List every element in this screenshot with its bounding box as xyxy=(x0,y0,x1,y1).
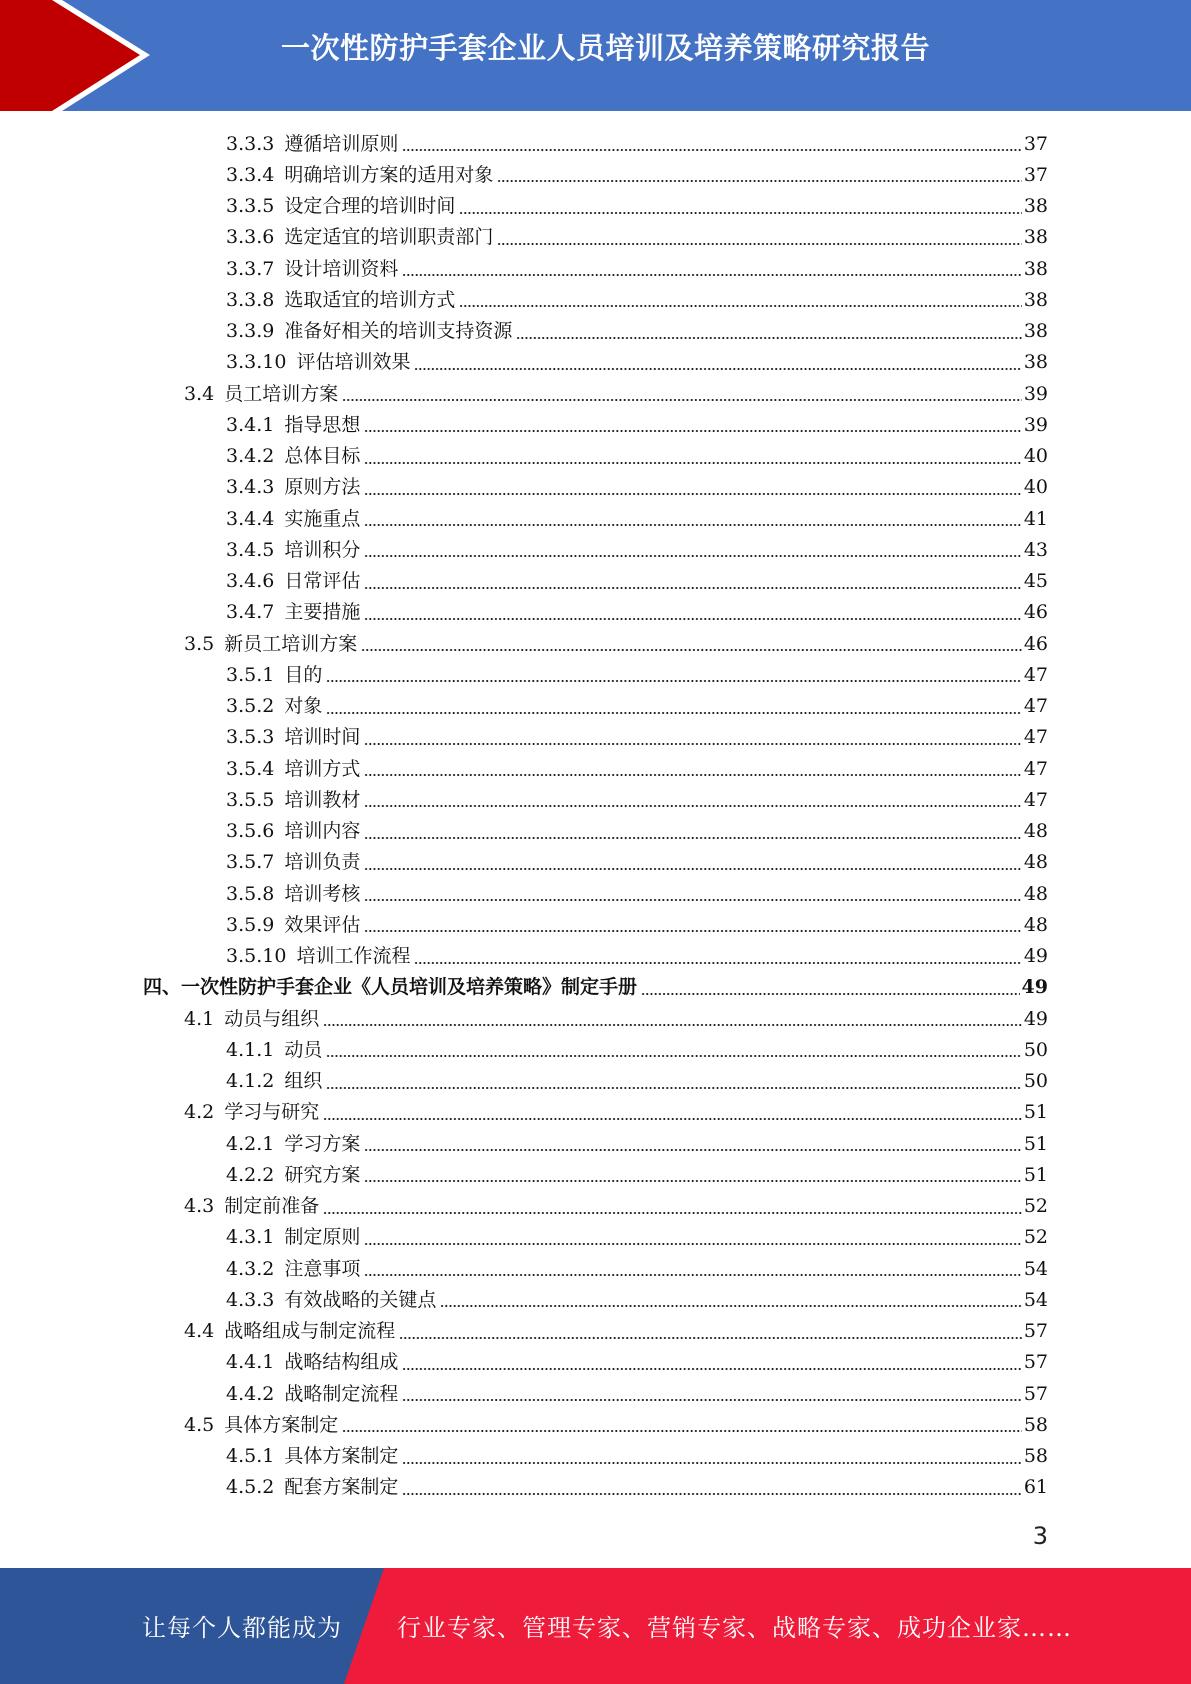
toc-entry-title: 新员工培训方案 xyxy=(224,632,358,655)
toc-entry[interactable] xyxy=(0,159,1191,190)
toc-entry[interactable] xyxy=(0,1284,1191,1315)
footer-band xyxy=(0,1568,1191,1684)
header-band xyxy=(0,0,1191,111)
toc-entry[interactable] xyxy=(0,784,1191,815)
toc-dot-leader xyxy=(364,822,1021,841)
toc-entry-number: 4.5.2 xyxy=(226,1476,275,1499)
document-title: 一次性防护手套企业人员培训及培养策略研究报告 xyxy=(280,31,930,65)
toc-entry[interactable] xyxy=(0,722,1191,753)
toc-entry-page: 57 xyxy=(1023,1382,1048,1405)
toc-entry-page: 48 xyxy=(1023,851,1048,874)
toc-dot-leader xyxy=(497,228,1021,247)
toc-entry-title: 选定适宜的培训职责部门 xyxy=(284,226,494,249)
toc-entry-page: 54 xyxy=(1023,1288,1048,1311)
toc-dot-leader xyxy=(326,1072,1021,1091)
toc-entry-number: 3.5.6 xyxy=(226,820,275,843)
toc-entry[interactable] xyxy=(0,566,1191,597)
toc-entry-page: 61 xyxy=(1023,1476,1048,1499)
toc-dot-leader xyxy=(326,697,1021,716)
toc-entry-title: 注意事项 xyxy=(284,1257,361,1280)
toc-dot-leader xyxy=(414,353,1021,372)
toc-entry-title: 动员与组织 xyxy=(224,1007,320,1030)
toc-entry-title: 选取适宜的培训方式 xyxy=(284,288,456,311)
footer-slogan-left: 让每个人都能成为 xyxy=(142,1614,342,1642)
toc-entry-title: 日常评估 xyxy=(284,570,361,593)
toc-entry[interactable] xyxy=(0,1441,1191,1472)
toc-entry[interactable] xyxy=(0,847,1191,878)
toc-dot-leader xyxy=(364,415,1021,434)
toc-entry[interactable] xyxy=(0,1378,1191,1409)
footer-slogan-right: 行业专家、管理专家、营销专家、战略专家、成功企业家…… xyxy=(397,1614,1072,1642)
toc-dot-leader xyxy=(326,665,1021,684)
toc-dot-leader xyxy=(440,1290,1021,1309)
toc-entry-title: 目的 xyxy=(284,663,323,686)
toc-entry-number: 4.5.1 xyxy=(226,1445,275,1468)
toc-entry-page: 47 xyxy=(1023,663,1048,686)
toc-entry[interactable] xyxy=(0,1097,1191,1128)
toc-entry-number: 4.4.2 xyxy=(226,1382,275,1405)
toc-entry-number: 4.1 xyxy=(184,1007,215,1030)
toc-entry-title: 效果评估 xyxy=(284,913,361,936)
toc-dot-leader xyxy=(364,1165,1021,1184)
toc-entry-number: 4.1.1 xyxy=(226,1038,275,1061)
toc-entry-page: 57 xyxy=(1023,1320,1048,1343)
toc-dot-leader xyxy=(323,1009,1022,1028)
toc-entry-title: 准备好相关的培训支持资源 xyxy=(284,320,513,343)
toc-entry-title: 动员 xyxy=(284,1038,323,1061)
toc-entry[interactable] xyxy=(0,284,1191,315)
toc-dot-leader xyxy=(516,322,1021,341)
toc-entry-page: 57 xyxy=(1023,1351,1048,1374)
toc-entry-page: 40 xyxy=(1023,476,1048,499)
toc-entry-number: 3.4.2 xyxy=(226,445,275,468)
toc-dot-leader xyxy=(364,1228,1021,1247)
toc-dot-leader xyxy=(364,572,1021,591)
toc-entry[interactable] xyxy=(0,472,1191,503)
toc-entry-page: 47 xyxy=(1023,726,1048,749)
toc-entry[interactable] xyxy=(0,878,1191,909)
toc-entry[interactable] xyxy=(0,1253,1191,1284)
toc-entry-page: 39 xyxy=(1023,382,1048,405)
toc-dot-leader xyxy=(323,1103,1022,1122)
toc-entry-page: 49 xyxy=(1021,976,1048,999)
toc-entry-title: 制定前准备 xyxy=(224,1195,320,1218)
toc-entry-number: 3.3.3 xyxy=(226,132,275,155)
toc-entry-page: 46 xyxy=(1023,601,1048,624)
toc-entry-number: 3.3.10 xyxy=(226,351,287,374)
toc-entry-title: 总体目标 xyxy=(284,445,361,468)
toc-entry[interactable] xyxy=(0,1409,1191,1440)
toc-dot-leader xyxy=(364,915,1021,934)
toc-entry-page: 45 xyxy=(1023,570,1048,593)
toc-entry-title: 培训考核 xyxy=(284,882,361,905)
toc-entry-number: 3.5 xyxy=(184,632,215,655)
toc-dot-leader xyxy=(364,759,1021,778)
toc-entry[interactable] xyxy=(0,1066,1191,1097)
toc-dot-leader xyxy=(364,447,1021,466)
toc-dot-leader xyxy=(364,1259,1021,1278)
toc-entry[interactable] xyxy=(0,1222,1191,1253)
toc-entry[interactable] xyxy=(0,1034,1191,1065)
toc-entry-number: 3.5.8 xyxy=(226,882,275,905)
toc-entry[interactable] xyxy=(0,909,1191,940)
toc-entry-number: 4.2.2 xyxy=(226,1163,275,1186)
toc-entry-number: 3.4.6 xyxy=(226,570,275,593)
toc-dot-leader xyxy=(402,1478,1021,1497)
toc-entry-page: 38 xyxy=(1023,351,1048,374)
toc-entry-title: 四、一次性防护手套企业《人员培训及培养策略》制定手册 xyxy=(143,976,638,999)
toc-entry-page: 49 xyxy=(1023,1007,1048,1030)
toc-entry-number: 3.5.4 xyxy=(226,757,275,780)
toc-entry-number: 4.4.1 xyxy=(226,1351,275,1374)
toc-entry[interactable] xyxy=(0,191,1191,222)
toc-entry-page: 47 xyxy=(1023,788,1048,811)
toc-entry-number: 3.4.7 xyxy=(226,601,275,624)
toc-dot-leader xyxy=(459,197,1021,216)
toc-dot-leader xyxy=(402,1384,1021,1403)
toc-entry-title: 培训方式 xyxy=(284,757,361,780)
toc-dot-leader xyxy=(641,978,1020,997)
toc-entry-page: 38 xyxy=(1023,320,1048,343)
toc-dot-leader xyxy=(342,384,1022,403)
toc-entry-title: 设计培训资料 xyxy=(284,257,399,280)
toc-entry[interactable] xyxy=(0,534,1191,565)
toc-entry-page: 40 xyxy=(1023,445,1048,468)
toc-entry-title: 评估培训效果 xyxy=(296,351,411,374)
toc-entry-title: 培训工作流程 xyxy=(296,945,411,968)
toc-entry-page: 47 xyxy=(1023,757,1048,780)
toc-entry-title: 具体方案制定 xyxy=(224,1413,339,1436)
toc-entry-title: 培训内容 xyxy=(284,820,361,843)
toc-entry-page: 49 xyxy=(1023,945,1048,968)
toc-entry[interactable] xyxy=(0,1003,1191,1034)
toc-entry-title: 有效战略的关键点 xyxy=(284,1288,437,1311)
toc-dot-leader xyxy=(326,1040,1021,1059)
toc-entry[interactable] xyxy=(0,222,1191,253)
toc-entry[interactable] xyxy=(0,597,1191,628)
toc-dot-leader xyxy=(399,1322,1022,1341)
toc-entry-page: 52 xyxy=(1023,1195,1048,1218)
toc-entry-title: 培训教材 xyxy=(284,788,361,811)
toc-dot-leader xyxy=(342,1415,1022,1434)
toc-entry-page: 48 xyxy=(1023,882,1048,905)
toc-entry[interactable] xyxy=(0,347,1191,378)
toc-entry-number: 3.5.5 xyxy=(226,788,275,811)
toc-entry-title: 战略制定流程 xyxy=(284,1382,399,1405)
toc-dot-leader xyxy=(402,259,1021,278)
toc-entry[interactable] xyxy=(0,691,1191,722)
toc-entry-number: 4.3.1 xyxy=(226,1226,275,1249)
toc-entry-title: 学习方案 xyxy=(284,1132,361,1155)
toc-dot-leader xyxy=(364,728,1021,747)
toc-entry[interactable] xyxy=(0,972,1191,1003)
toc-entry-title: 战略结构组成 xyxy=(284,1351,399,1374)
toc-entry[interactable] xyxy=(0,941,1191,972)
toc-entry[interactable] xyxy=(0,753,1191,784)
toc-entry-title: 学习与研究 xyxy=(224,1101,320,1124)
toc-dot-leader xyxy=(364,540,1021,559)
toc-entry-page: 38 xyxy=(1023,195,1048,218)
toc-entry-page: 48 xyxy=(1023,913,1048,936)
toc-dot-leader xyxy=(364,790,1021,809)
toc-entry-number: 4.1.2 xyxy=(226,1070,275,1093)
toc-dot-leader xyxy=(402,1353,1021,1372)
toc-entry-number: 3.3.8 xyxy=(226,288,275,311)
toc-entry-page: 37 xyxy=(1023,163,1048,186)
toc-entry[interactable] xyxy=(0,1128,1191,1159)
toc-entry-page: 38 xyxy=(1023,257,1048,280)
toc-dot-leader xyxy=(361,634,1022,653)
toc-entry-page: 46 xyxy=(1023,632,1048,655)
toc-dot-leader xyxy=(323,1197,1022,1216)
toc-entry-page: 48 xyxy=(1023,820,1048,843)
toc-entry-page: 37 xyxy=(1023,132,1048,155)
toc-entry-page: 58 xyxy=(1023,1445,1048,1468)
toc-entry-title: 组织 xyxy=(284,1070,323,1093)
toc-entry-number: 3.4.3 xyxy=(226,476,275,499)
toc-entry-title: 主要措施 xyxy=(284,601,361,624)
toc-entry[interactable] xyxy=(0,1472,1191,1503)
toc-entry-number: 3.5.9 xyxy=(226,913,275,936)
toc-dot-leader xyxy=(364,1134,1021,1153)
toc-entry-page: 51 xyxy=(1023,1163,1048,1186)
toc-entry[interactable] xyxy=(0,659,1191,690)
toc-entry[interactable] xyxy=(0,628,1191,659)
toc-entry[interactable] xyxy=(0,1191,1191,1222)
toc-entry-title: 培训积分 xyxy=(284,538,361,561)
toc-entry-title: 对象 xyxy=(284,695,323,718)
toc-dot-leader xyxy=(364,478,1021,497)
toc-entry-number: 4.2.1 xyxy=(226,1132,275,1155)
toc-entry-page: 50 xyxy=(1023,1038,1048,1061)
toc-entry-page: 50 xyxy=(1023,1070,1048,1093)
toc-entry[interactable] xyxy=(0,1159,1191,1190)
toc-dot-leader xyxy=(414,947,1021,966)
toc-entry-page: 38 xyxy=(1023,288,1048,311)
toc-entry-number: 3.3.5 xyxy=(226,195,275,218)
toc-entry-number: 3.4.1 xyxy=(226,413,275,436)
toc-entry-number: 4.3 xyxy=(184,1195,215,1218)
toc-entry-number: 4.2 xyxy=(184,1101,215,1124)
toc-entry-page: 38 xyxy=(1023,226,1048,249)
toc-entry-title: 指导思想 xyxy=(284,413,361,436)
toc-entry-title: 遵循培训原则 xyxy=(284,132,399,155)
toc-entry-number: 3.5.1 xyxy=(226,663,275,686)
toc-dot-leader xyxy=(402,1447,1021,1466)
toc-dot-leader xyxy=(364,509,1021,528)
toc-entry-page: 47 xyxy=(1023,695,1048,718)
toc-entry-title: 配套方案制定 xyxy=(284,1476,399,1499)
toc-entry[interactable] xyxy=(0,409,1191,440)
toc-entry-number: 3.5.7 xyxy=(226,851,275,874)
toc-entry[interactable] xyxy=(0,503,1191,534)
toc-entry[interactable] xyxy=(0,378,1191,409)
toc-entry-page: 43 xyxy=(1023,538,1048,561)
toc-entry-title: 设定合理的培训时间 xyxy=(284,195,456,218)
toc-dot-leader xyxy=(364,884,1021,903)
toc-entry-title: 培训时间 xyxy=(284,726,361,749)
toc-dot-leader xyxy=(364,603,1021,622)
toc-entry[interactable] xyxy=(0,1316,1191,1347)
toc-entry-number: 3.4.5 xyxy=(226,538,275,561)
toc-entry-title: 实施重点 xyxy=(284,507,361,530)
toc-entry-title: 明确培训方案的适用对象 xyxy=(284,163,494,186)
toc-entry-title: 研究方案 xyxy=(284,1163,361,1186)
toc-entry-number: 4.5 xyxy=(184,1413,215,1436)
toc-entry[interactable] xyxy=(0,441,1191,472)
toc-entry-number: 3.4 xyxy=(184,382,215,405)
page-number: 3 xyxy=(1032,1522,1048,1550)
toc-entry-number: 3.3.4 xyxy=(226,163,275,186)
toc-entry-page: 51 xyxy=(1023,1132,1048,1155)
toc-entry[interactable] xyxy=(0,316,1191,347)
toc-dot-leader xyxy=(364,853,1021,872)
toc-entry-number: 3.3.6 xyxy=(226,226,275,249)
toc-entry-page: 41 xyxy=(1023,507,1048,530)
toc-entry-title: 原则方法 xyxy=(284,476,361,499)
toc-entry-number: 4.4 xyxy=(184,1320,215,1343)
toc-entry[interactable] xyxy=(0,253,1191,284)
toc-entry-number: 3.5.2 xyxy=(226,695,275,718)
toc-entry[interactable] xyxy=(0,128,1191,159)
toc-entry-title: 具体方案制定 xyxy=(284,1445,399,1468)
toc-entry[interactable] xyxy=(0,816,1191,847)
table-of-contents xyxy=(0,128,1191,1503)
toc-entry-page: 51 xyxy=(1023,1101,1048,1124)
toc-entry-number: 4.3.2 xyxy=(226,1257,275,1280)
toc-entry[interactable] xyxy=(0,1347,1191,1378)
toc-entry-title: 制定原则 xyxy=(284,1226,361,1249)
toc-entry-page: 52 xyxy=(1023,1226,1048,1249)
toc-entry-page: 58 xyxy=(1023,1413,1048,1436)
toc-entry-number: 3.5.10 xyxy=(226,945,287,968)
toc-entry-title: 战略组成与制定流程 xyxy=(224,1320,396,1343)
toc-dot-leader xyxy=(402,134,1021,153)
toc-entry-number: 3.3.9 xyxy=(226,320,275,343)
toc-entry-number: 3.4.4 xyxy=(226,507,275,530)
toc-dot-leader xyxy=(459,290,1021,309)
toc-entry-page: 54 xyxy=(1023,1257,1048,1280)
toc-entry-title: 员工培训方案 xyxy=(224,382,339,405)
toc-entry-number: 3.3.7 xyxy=(226,257,275,280)
toc-entry-number: 4.3.3 xyxy=(226,1288,275,1311)
toc-entry-number: 3.5.3 xyxy=(226,726,275,749)
toc-entry-title: 培训负责 xyxy=(284,851,361,874)
toc-entry-page: 39 xyxy=(1023,413,1048,436)
toc-dot-leader xyxy=(497,165,1021,184)
